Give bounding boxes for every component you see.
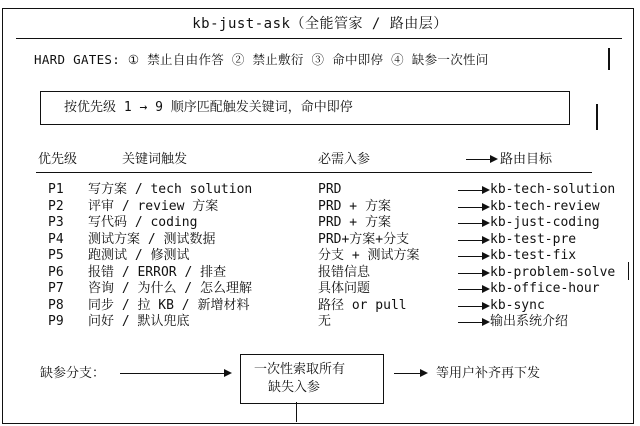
row-artifacts: PRD+方案+分支 — [318, 231, 410, 247]
routing-row — [0, 215, 640, 231]
row-priority: P8 — [48, 297, 64, 313]
hard-gates-line: HARD GATES: ① 禁止自由作答 ② 禁止敷衍 ③ 命中即停 ④ 缺参一次性问 — [34, 52, 489, 67]
missing-param-box-line2: 缺失入参 — [268, 380, 321, 395]
row-arrow — [458, 256, 488, 257]
header-target: 路由目标 — [500, 152, 553, 167]
row-artifacts: PRD — [318, 182, 342, 197]
missing-param-arrow — [394, 373, 426, 374]
row-target: kb-tech-solution — [490, 182, 616, 197]
header-priority: 优先级 — [38, 152, 78, 167]
row-keywords: 问好 / 默认兜底 — [88, 314, 190, 329]
row-target: kb-office-hour — [490, 281, 600, 296]
header-artifacts: 必需入参 — [318, 152, 371, 167]
row-keywords: 写方案 / tech solution — [88, 182, 253, 197]
missing-param-box-line1: 一次性索取所有 — [254, 362, 346, 377]
row-target: kb-test-pre — [490, 231, 577, 247]
row-target: kb-tech-review — [490, 198, 600, 214]
row-keywords: 咨询 / 为什么 / 怎么理解 — [88, 281, 252, 296]
routing-row — [0, 281, 640, 297]
routing-row — [0, 232, 640, 248]
row-arrow — [458, 273, 488, 274]
row-artifacts: 路径 or pull — [318, 297, 407, 313]
row-artifacts: 具体问题 — [318, 281, 371, 296]
margin-tick — [628, 262, 629, 280]
row-arrow — [458, 322, 488, 323]
row-artifacts: 报错信息 — [318, 264, 371, 280]
routing-row — [0, 265, 640, 281]
row-priority: P5 — [48, 248, 64, 263]
row-target: kb-sync — [490, 297, 545, 313]
row-arrow — [458, 207, 488, 208]
row-artifacts: PRD + 方案 — [318, 198, 391, 214]
row-priority: P4 — [48, 231, 64, 247]
header-divider — [36, 172, 592, 173]
row-keywords: 报错 / ERROR / 排查 — [88, 264, 227, 280]
row-priority: P3 — [48, 215, 64, 230]
row-target: 输出系统介绍 — [490, 314, 569, 329]
match-rule-text: 按优先级 1 → 9 顺序匹配触发关键词，命中即停 — [64, 100, 353, 115]
row-arrow — [458, 289, 488, 290]
row-artifacts: 无 — [318, 314, 332, 329]
row-keywords: 写代码 / coding — [88, 215, 198, 230]
row-artifacts: 分支 + 测试方案 — [318, 248, 420, 263]
missing-param-arrow — [120, 373, 230, 374]
row-arrow — [458, 306, 488, 307]
diagram-title: kb-just-ask（全能管家 / 路由层） — [192, 16, 448, 32]
row-arrow — [458, 240, 488, 241]
missing-param-label: 缺参分支： — [40, 366, 106, 381]
row-priority: P7 — [48, 281, 64, 296]
row-priority: P6 — [48, 264, 64, 280]
row-target: kb-test-fix — [490, 248, 577, 263]
row-keywords: 同步 / 拉 KB / 新增材料 — [88, 297, 250, 313]
row-arrow — [458, 190, 488, 191]
missing-param-result: 等用户补齐再下发 — [436, 366, 541, 381]
header-arrow — [466, 159, 496, 160]
margin-tick — [596, 104, 598, 130]
row-keywords: 评审 / review 方案 — [88, 198, 219, 214]
routing-row — [0, 298, 640, 314]
routing-row — [0, 199, 640, 215]
row-priority: P1 — [48, 182, 64, 197]
row-keywords: 测试方案 / 测试数据 — [88, 231, 216, 247]
row-artifacts: PRD + 方案 — [318, 215, 391, 230]
row-target: kb-problem-solve — [490, 264, 616, 280]
row-target: kb-just-coding — [490, 215, 600, 230]
title-divider — [16, 38, 622, 39]
row-keywords: 跑测试 / 修测试 — [88, 248, 190, 263]
row-priority: P9 — [48, 314, 64, 329]
header-keywords: 关键词触发 — [122, 152, 188, 167]
margin-tick — [296, 402, 297, 422]
row-arrow — [458, 223, 488, 224]
row-priority: P2 — [48, 198, 64, 214]
routing-row — [0, 248, 640, 264]
routing-row — [0, 182, 640, 198]
margin-tick — [608, 48, 610, 70]
routing-row — [0, 314, 640, 330]
